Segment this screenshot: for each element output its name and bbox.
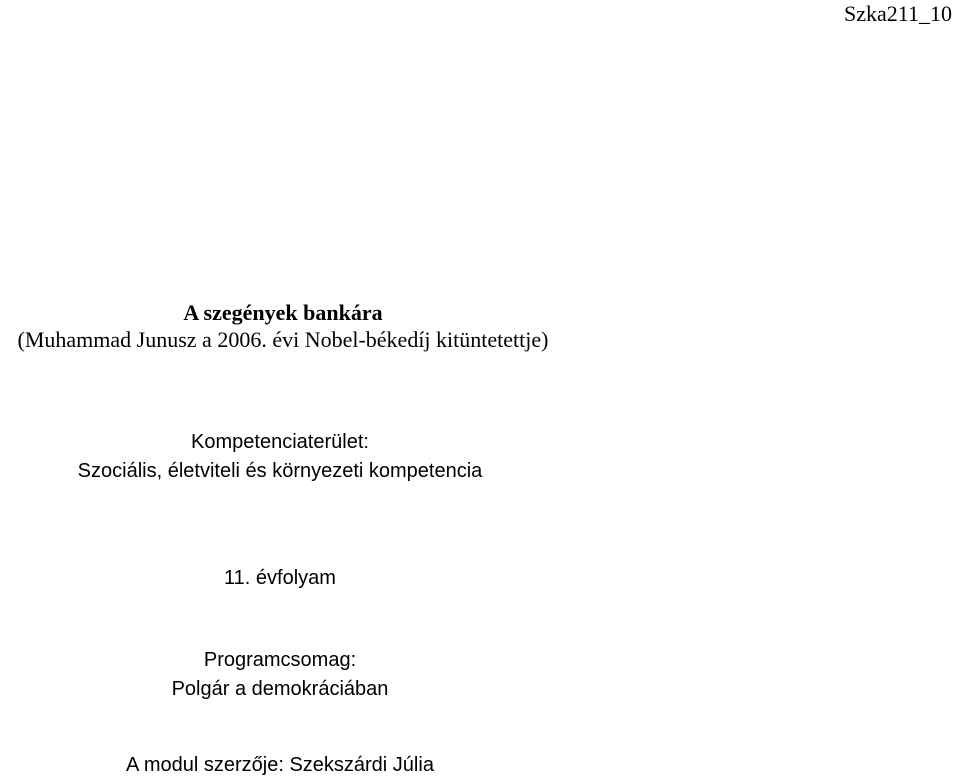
competence-area-label: Kompetenciaterület: bbox=[191, 431, 369, 453]
program-package-label: Programcsomag: bbox=[203, 649, 357, 671]
title-block bbox=[0, 299, 566, 353]
competence-area bbox=[0, 428, 560, 486]
program-package-value: Polgár a demokráciában bbox=[171, 678, 389, 700]
grade-level: 11. évfolyam bbox=[224, 567, 336, 589]
competence-area-value: Szociális, életviteli és környezeti kompetencia bbox=[77, 460, 483, 482]
document-title: A szegények bankára bbox=[183, 300, 383, 325]
document-code: Szka211_10 bbox=[844, 1, 952, 26]
module-author: A modul szerzője: Szekszárdi Júlia bbox=[126, 754, 434, 776]
document-subtitle: (Muhammad Junusz a 2006. évi Nobel-békedíj kitüntetettje) bbox=[17, 327, 549, 352]
program-package bbox=[0, 646, 560, 704]
